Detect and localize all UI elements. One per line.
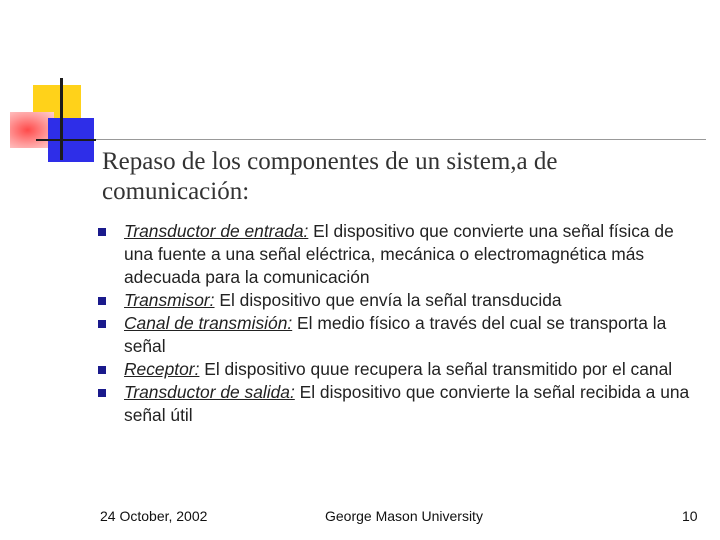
slide-title-line-2: comunicación:: [102, 178, 250, 205]
bullet-text: El dispositivo que convierte la señal recibida a una señal útil: [124, 382, 690, 425]
bullet-text: El dispositivo que convierte una señal física de una fuente a una señal eléctrica, mecánica o electromagnética más adecuada para la comunicación: [124, 221, 674, 287]
square-bullet-icon: [98, 320, 106, 328]
square-bullet-icon: [98, 389, 106, 397]
bullet-term: Receptor:: [124, 359, 200, 379]
bullet-term: Canal de transmisión:: [124, 313, 293, 333]
title-divider-accent: [36, 139, 96, 141]
footer-page-number: 10: [682, 508, 698, 524]
footer-date: 24 October, 2002: [100, 508, 208, 524]
list-item: [98, 220, 698, 289]
slide-title-line-1: Repaso de los componentes de un sistem,a de: [102, 148, 558, 175]
bullet-term: Transmisor:: [124, 290, 215, 310]
decorative-vertical-line: [60, 78, 63, 160]
title-divider-line: [36, 139, 706, 140]
list-item: [98, 289, 698, 312]
bullet-text: El dispositivo que envía la señal transducida: [214, 290, 562, 310]
slide-title: [102, 147, 662, 207]
bullet-text: El medio físico a través del cual se transporta la señal: [124, 313, 667, 356]
bullet-text: El dispositivo quue recupera la señal transmitido por el canal: [199, 359, 673, 379]
square-bullet-icon: [98, 228, 106, 236]
bullet-term: Transductor de salida:: [124, 382, 295, 402]
list-item: [98, 312, 698, 358]
square-bullet-icon: [98, 366, 106, 374]
footer-organization: George Mason University: [325, 508, 483, 524]
square-bullet-icon: [98, 297, 106, 305]
list-item: [98, 358, 698, 381]
bullet-list: [98, 220, 698, 427]
bullet-term: Transductor de entrada:: [124, 221, 309, 241]
list-item: [98, 381, 698, 427]
